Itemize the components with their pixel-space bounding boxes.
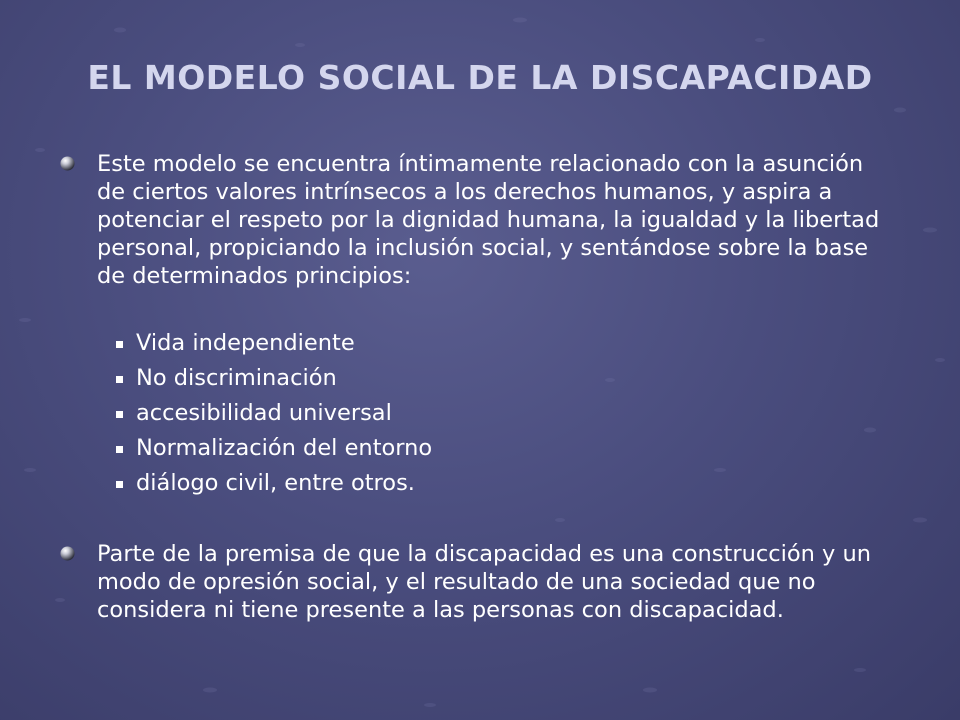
list-item [116, 325, 432, 360]
list-item [116, 465, 432, 500]
square-bullet-icon [116, 376, 123, 383]
principle-text: Normalización del entorno [136, 434, 433, 461]
sphere-bullet-icon [60, 546, 75, 561]
list-item [116, 430, 432, 465]
principle-text: No discriminación [136, 364, 337, 391]
slide-title: EL MODELO SOCIAL DE LA DISCAPACIDAD [87, 58, 873, 97]
sphere-bullet-icon [60, 156, 75, 171]
principles-list [116, 325, 432, 500]
principle-text: Vida independiente [136, 329, 355, 356]
principle-text: diálogo civil, entre otros. [136, 469, 415, 496]
bullet-paragraph-2 [60, 540, 910, 624]
list-item [116, 395, 432, 430]
square-bullet-icon [116, 446, 123, 453]
bullet-paragraph-1 [60, 150, 910, 290]
intro-paragraph: Este modelo se encuentra íntimamente relacionado con la asunción de ciertos valores intrínsecos a los derechos humanos, y aspira a potenciar el respeto por la dignidad humana, la igualdad y la libertad personal, propiciando la inclusión social, y sentándose sobre la base de determinados principios: [97, 151, 880, 289]
square-bullet-icon [116, 481, 123, 488]
premise-paragraph: Parte de la premisa de que la discapacidad es una construcción y un modo de opresión social, y el resultado de una sociedad que no considera ni tiene presente a las personas con discapacidad. [97, 541, 871, 623]
square-bullet-icon [116, 341, 123, 348]
principle-text: accesibilidad universal [136, 399, 392, 426]
list-item [116, 360, 432, 395]
square-bullet-icon [116, 411, 123, 418]
